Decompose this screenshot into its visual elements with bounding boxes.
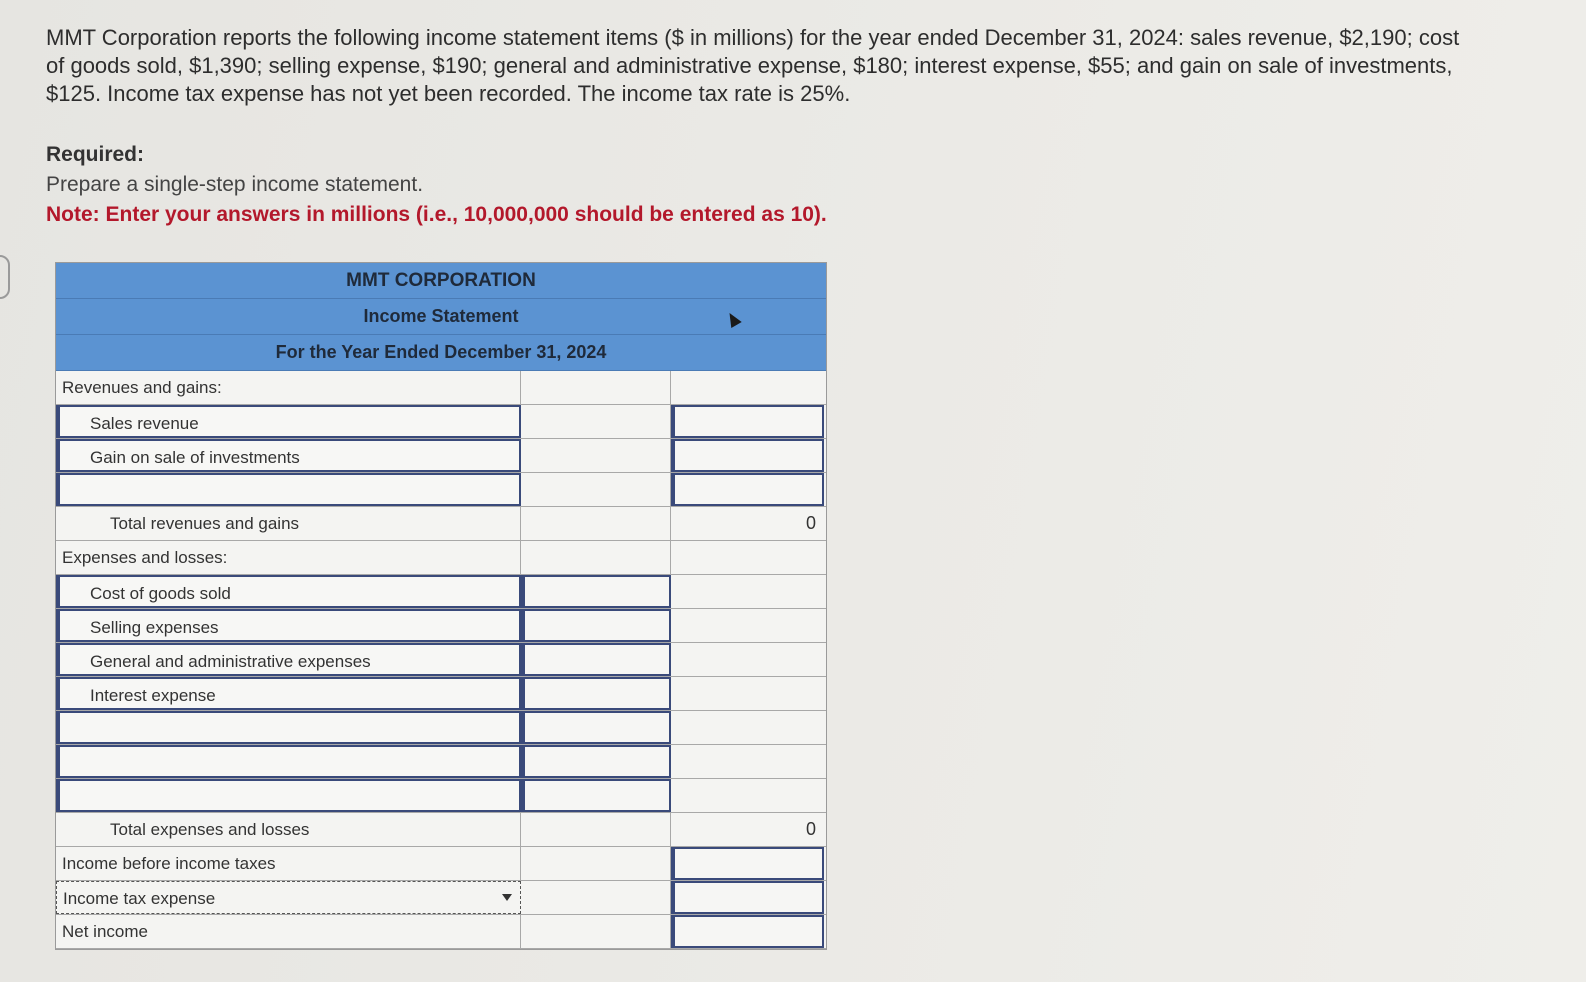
expense-amount-input[interactable] [521, 575, 671, 608]
blank-cell [521, 847, 671, 880]
revenue-amount-input[interactable] [671, 473, 824, 506]
income-before-taxes-label: Income before income taxes [56, 847, 521, 880]
income-tax-input[interactable] [671, 881, 824, 914]
blank-cell [671, 677, 824, 710]
revenue-item-input[interactable]: Gain on sale of investments [56, 439, 521, 472]
income-tax-select[interactable] [56, 881, 521, 914]
blank-cell [671, 643, 824, 676]
table-row [56, 847, 826, 881]
problem-text: MMT Corporation reports the following income statement items ($ in millions) for the year ended December 31, 2024: sales revenue, $2,190; cost of goods sold, $1,390; selling expense, $190; general and administrative expense, $180; interest expense, $55; and gain on sale of investments, $125. Income tax expense has not yet been recorded. The income tax rate is 25%. [46, 25, 1460, 106]
table-row [56, 439, 826, 473]
blank-cell [671, 609, 824, 642]
required-section [46, 140, 827, 230]
blank-cell [671, 711, 824, 744]
table-row [56, 779, 826, 813]
table-row [56, 405, 826, 439]
table-row [56, 507, 826, 541]
blank-cell [521, 813, 671, 846]
expense-amount-input[interactable] [521, 711, 671, 744]
revenue-item-input[interactable] [56, 473, 521, 506]
blank-cell [671, 541, 824, 574]
table-row [56, 541, 826, 575]
statement-title: Income Statement [56, 299, 826, 335]
revenue-amount-input[interactable] [671, 439, 824, 472]
table-row [56, 371, 826, 405]
expenses-header: Expenses and losses: [56, 541, 521, 574]
total-expenses-value: 0 [805, 819, 816, 839]
income-statement-table [55, 262, 827, 950]
blank-cell [521, 405, 671, 438]
table-row [56, 881, 826, 915]
blank-cell [521, 371, 671, 404]
table-row [56, 745, 826, 779]
required-instruction: Prepare a single-step income statement. [46, 173, 424, 196]
expense-item-input[interactable]: General and administrative expenses [56, 643, 521, 676]
table-row [56, 813, 826, 847]
table-row [56, 473, 826, 507]
table-row [56, 677, 826, 711]
net-income-input[interactable] [671, 915, 824, 948]
expense-item-input[interactable]: Cost of goods sold [56, 575, 521, 608]
page-edge-tab [0, 255, 10, 299]
total-revenues-label: Total revenues and gains [56, 507, 521, 540]
statement-period: For the Year Ended December 31, 2024 [56, 335, 826, 371]
income-before-taxes-input[interactable] [671, 847, 824, 880]
income-tax-label: Income tax expense [63, 889, 216, 908]
expense-amount-input[interactable] [521, 779, 671, 812]
revenue-item-input[interactable]: Sales revenue [56, 405, 521, 438]
table-row [56, 609, 826, 643]
net-income-label: Net income [56, 915, 521, 948]
revenues-header: Revenues and gains: [56, 371, 521, 404]
blank-cell [521, 541, 671, 574]
blank-cell [521, 507, 671, 540]
blank-cell [521, 439, 671, 472]
expense-amount-input[interactable] [521, 677, 671, 710]
table-row [56, 711, 826, 745]
blank-cell [521, 881, 671, 914]
blank-cell [671, 371, 824, 404]
table-row [56, 915, 826, 949]
total-revenues-value: 0 [805, 513, 816, 533]
expense-item-input[interactable] [56, 745, 521, 778]
required-note: Note: Enter your answers in millions (i.e., 10,000,000 should be entered as 10). [46, 203, 827, 226]
blank-cell [521, 473, 671, 506]
table-row [56, 575, 826, 609]
expense-amount-input[interactable] [521, 609, 671, 642]
expense-item-input[interactable]: Interest expense [56, 677, 521, 710]
expense-amount-input[interactable] [521, 643, 671, 676]
expense-item-input[interactable] [56, 711, 521, 744]
total-expenses-label: Total expenses and losses [56, 813, 521, 846]
company-name: MMT CORPORATION [56, 263, 826, 299]
blank-cell [671, 745, 824, 778]
blank-cell [671, 575, 824, 608]
expense-item-input[interactable]: Selling expenses [56, 609, 521, 642]
required-heading: Required: [46, 143, 145, 166]
blank-cell [521, 915, 671, 948]
expense-item-input[interactable] [56, 779, 521, 812]
table-row [56, 643, 826, 677]
chevron-down-icon[interactable] [502, 894, 512, 901]
expense-amount-input[interactable] [521, 745, 671, 778]
revenue-amount-input[interactable] [671, 405, 824, 438]
blank-cell [671, 779, 824, 812]
